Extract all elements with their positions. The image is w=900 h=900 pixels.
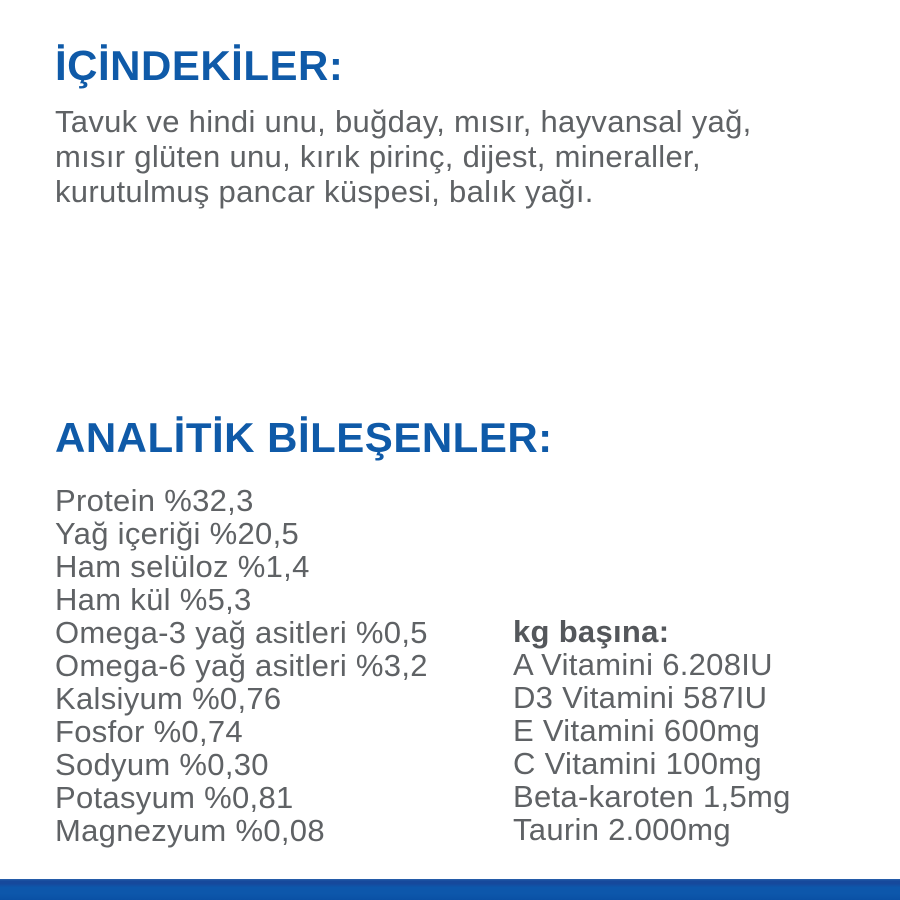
per-kg-heading: kg başına: xyxy=(513,614,670,649)
component-omega3: Omega-3 yağ asitleri %0,5 xyxy=(55,615,428,650)
component-calcium: Kalsiyum %0,76 xyxy=(55,681,282,716)
per-kg-vitamin-c: C Vitamini 100mg xyxy=(513,746,762,781)
component-omega6: Omega-6 yağ asitleri %3,2 xyxy=(55,648,428,683)
per-kg-vitamin-a: A Vitamini 6.208IU xyxy=(513,647,773,682)
per-kg-vitamin-e: E Vitamini 600mg xyxy=(513,713,761,748)
component-potassium: Potasyum %0,81 xyxy=(55,780,294,815)
per-kg-beta-carotene: Beta-karoten 1,5mg xyxy=(513,779,791,814)
ingredients-line-3: kurutulmuş pancar küspesi, balık yağı. xyxy=(55,174,594,209)
analytics-section-heading: ANALİTİK BİLEŞENLER: xyxy=(55,414,553,461)
footer-brand-bar xyxy=(0,879,900,900)
ingredients-paragraph xyxy=(55,104,865,209)
component-ash: Ham kül %5,3 xyxy=(55,582,252,617)
component-magnesium: Magnezyum %0,08 xyxy=(55,813,325,848)
per-kg-block xyxy=(513,615,873,846)
component-fiber: Ham selüloz %1,4 xyxy=(55,549,310,584)
analytics-components-list xyxy=(55,484,515,847)
component-protein: Protein %32,3 xyxy=(55,483,254,518)
component-sodium: Sodyum %0,30 xyxy=(55,747,269,782)
ingredients-line-1: Tavuk ve hindi unu, buğday, mısır, hayvansal yağ, xyxy=(55,104,752,139)
per-kg-vitamin-d3: D3 Vitamini 587IU xyxy=(513,680,768,715)
component-phosphor: Fosfor %0,74 xyxy=(55,714,243,749)
component-fat: Yağ içeriği %20,5 xyxy=(55,516,300,551)
ingredients-line-2: mısır glüten unu, kırık pirinç, dijest, mineraller, xyxy=(55,139,701,174)
per-kg-taurine: Taurin 2.000mg xyxy=(513,812,731,847)
ingredients-section-heading: İÇİNDEKİLER: xyxy=(55,42,344,89)
